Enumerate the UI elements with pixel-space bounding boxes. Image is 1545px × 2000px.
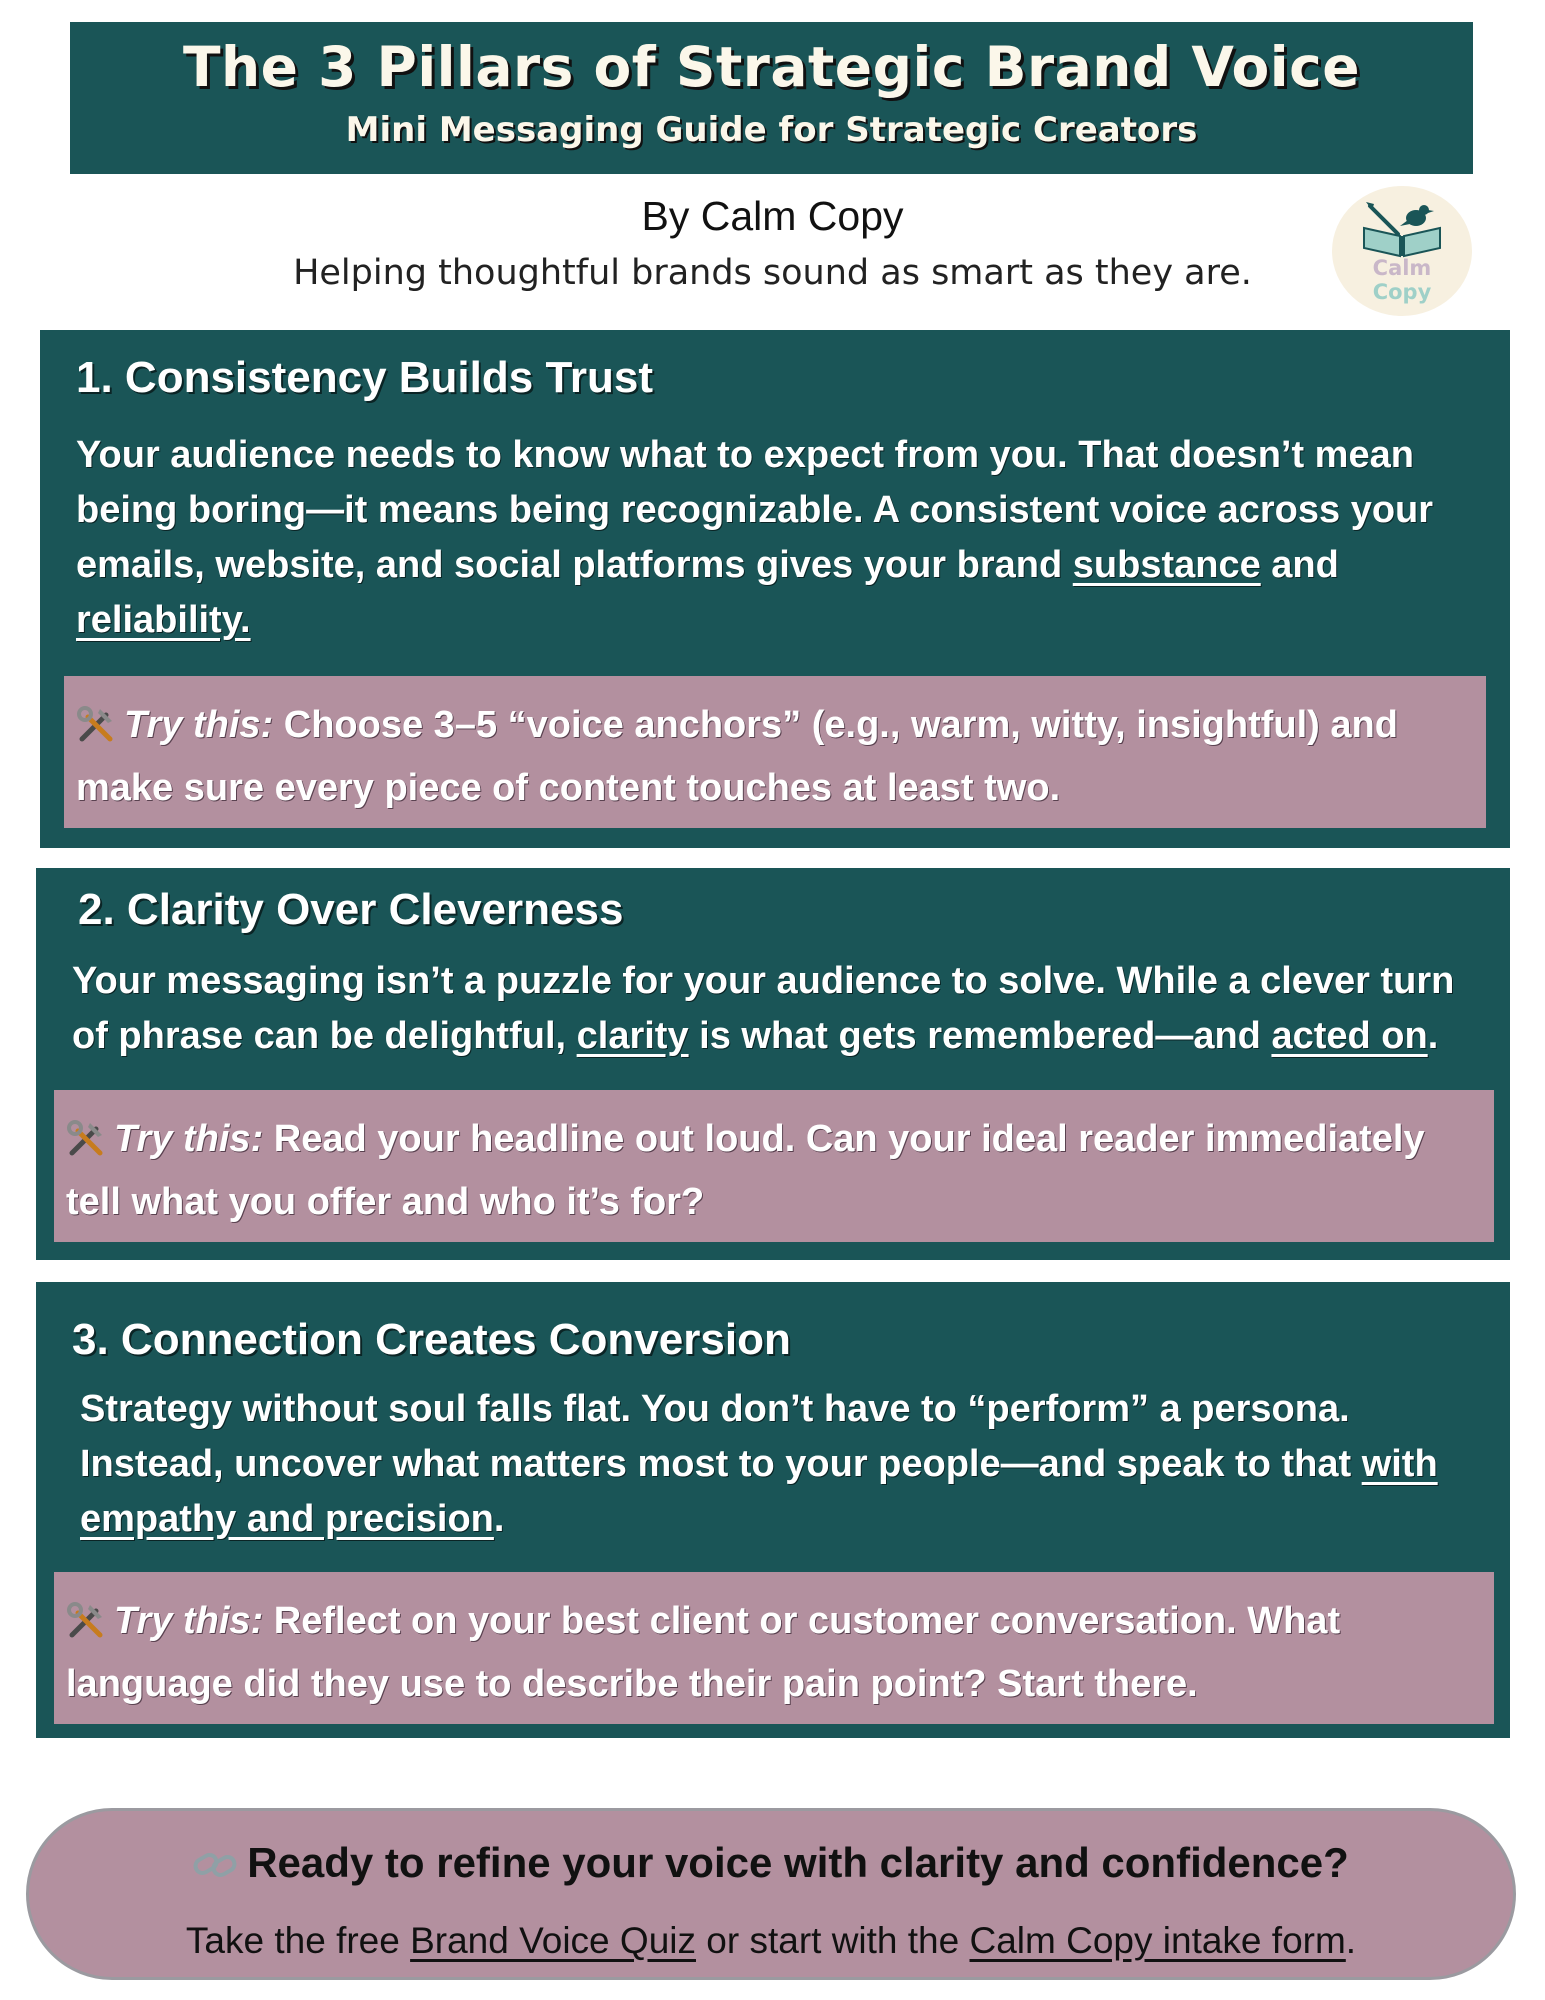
- brand-voice-quiz-link[interactable]: Brand Voice Quiz: [410, 1920, 696, 1961]
- cta-heading: Ready to refine your voice with clarity and confidence?: [29, 1835, 1513, 1897]
- page-subtitle: Mini Messaging Guide for Strategic Creators: [345, 110, 1198, 150]
- link-icon: [193, 1841, 237, 1897]
- pillar-section-2: [36, 868, 1510, 1260]
- pillar-section-3: [36, 1282, 1510, 1738]
- hammer-wrench-icon: [76, 705, 116, 761]
- tip-label: Try this:: [114, 1600, 264, 1642]
- emphasis-empathy-precision: with empathy and precision: [80, 1443, 1438, 1540]
- cta-banner: [26, 1808, 1516, 1980]
- pillar-heading: 2. Clarity Over Cleverness: [78, 885, 624, 934]
- hammer-wrench-icon: [66, 1601, 106, 1657]
- hammer-wrench-icon: [66, 1119, 106, 1175]
- byline: By Calm Copy: [641, 193, 904, 239]
- intake-form-link[interactable]: Calm Copy intake form: [969, 1920, 1346, 1961]
- tagline: Helping thoughtful brands sound as smart as they are.: [293, 253, 1252, 293]
- pillar-heading: 3. Connection Creates Conversion: [72, 1315, 791, 1364]
- emphasis-reliability: reliability.: [76, 599, 251, 641]
- try-this-tip: [64, 676, 1486, 828]
- tip-text: Read your headline out loud. Can your ideal reader immediately tell what you offer and who it’s for?: [66, 1118, 1425, 1223]
- emphasis-acted-on: acted on: [1271, 1015, 1428, 1057]
- pillar-heading: 1. Consistency Builds Trust: [76, 353, 654, 402]
- pillar-body: Your messaging isn’t a puzzle for your audience to solve. While a clever turn of phrase can be delightful, clarity is what gets remembered—and acted on.: [72, 960, 1455, 1057]
- pillar-body: Your audience needs to know what to expect from you. That doesn’t mean being boring—it means being recognizable. A consistent voice across your emails, website, and social platforms gives your brand substance and reliability.: [76, 434, 1434, 641]
- calm-copy-logo: [1332, 186, 1472, 316]
- try-this-tip: [54, 1090, 1494, 1242]
- emphasis-substance: substance: [1072, 544, 1261, 586]
- pillar-section-1: [40, 330, 1510, 848]
- tip-text: Choose 3–5 “voice anchors” (e.g., warm, witty, insightful) and make sure every piece of content touches at least two.: [76, 704, 1398, 809]
- logo-text-line2: Copy: [1372, 280, 1432, 304]
- pillar-body: Strategy without soul falls flat. You don’t have to “perform” a persona. Instead, uncover what matters most to your people—and speak to that with empathy and precision.: [80, 1388, 1438, 1540]
- try-this-tip: [54, 1572, 1494, 1724]
- tip-label: Try this:: [114, 1118, 264, 1160]
- page-title: The 3 Pillars of Strategic Brand Voice: [182, 35, 1361, 99]
- header-banner: [70, 22, 1473, 174]
- logo-text-line1: Calm: [1372, 256, 1432, 280]
- tip-label: Try this:: [124, 704, 274, 746]
- tip-text: Reflect on your best client or customer conversation. What language did they use to describe their pain point? Start there.: [66, 1600, 1341, 1705]
- cta-body: Take the free Brand Voice Quiz or start with the Calm Copy intake form.: [185, 1920, 1357, 1961]
- emphasis-clarity: clarity: [576, 1015, 689, 1057]
- book-bird-logo-icon: [1358, 198, 1446, 258]
